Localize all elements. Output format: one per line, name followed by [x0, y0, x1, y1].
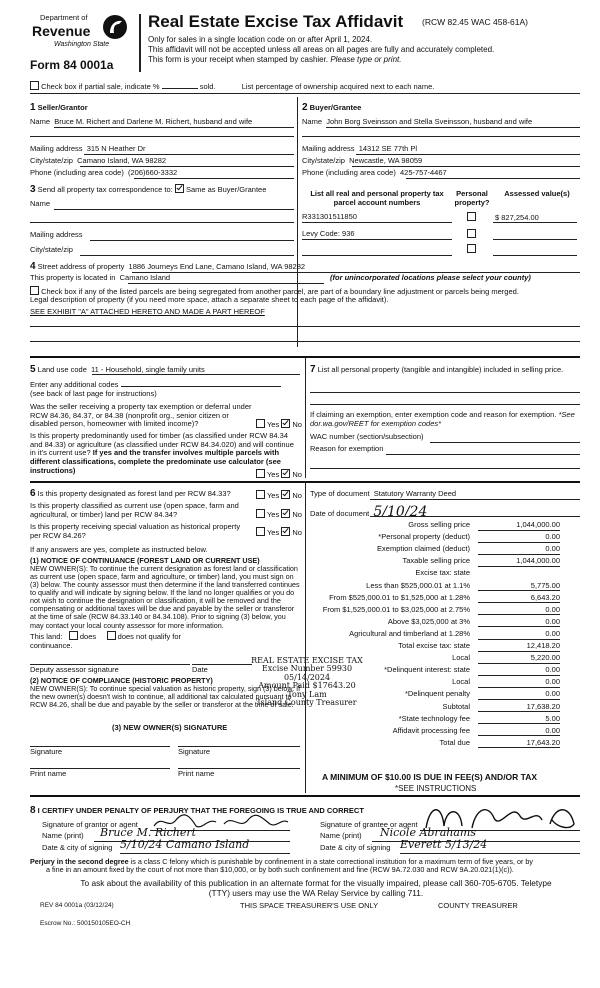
bla-row: Check box if any of the listed parcels are being segregated from another parcel, are part of a boundary line adjustment or parcels being merged.	[30, 286, 580, 297]
doc-date[interactable]: 5/10/24	[373, 504, 428, 520]
tax-row	[308, 582, 580, 594]
grantor-date-handwritten[interactable]: 5/10/24 Camano Island	[120, 838, 250, 851]
revenue-text: Revenue	[32, 23, 91, 39]
doc-type[interactable]: Statutory Warranty Deed	[373, 489, 457, 498]
owner-signature-label-2: Signature	[178, 747, 211, 756]
tax-row-label: Total due	[439, 737, 470, 747]
tax-row-value[interactable]: 0.00	[478, 606, 560, 616]
tax-row-value[interactable]: 0.00	[478, 678, 560, 688]
see-instructions: *SEE INSTRUCTIONS	[395, 784, 477, 793]
tax-row-label: From $1,525,000.01 to $3,025,000 at 2.75%	[322, 604, 470, 614]
sec7-label: 7 List all personal property (tangible and intangible) included in selling price.	[310, 364, 564, 375]
seller-city[interactable]: Camano Island, WA 98282	[77, 156, 167, 165]
tax-row	[308, 618, 580, 630]
sec6-answers-note: If any answers are yes, complete as instructed below.	[30, 545, 208, 554]
escrow-number: Escrow No.: 500150105EO-CH	[40, 920, 131, 927]
grantee-name-row: Name (print)	[320, 831, 362, 840]
certify-statement: 8 I CERTIFY UNDER PENALTY OF PERJURY THAT THE FOREGOING IS TRUE AND CORRECT	[30, 805, 364, 816]
tax-row	[308, 594, 580, 606]
bla-checkbox[interactable]	[30, 286, 39, 295]
seller-city-row: City/state/zip Camano Island, WA 98282	[30, 156, 167, 165]
tax-row-label: *State technology fee	[398, 713, 470, 723]
tax-row-label: Excise tax: state	[415, 568, 470, 578]
legal-desc-label: Legal description of property (if you need more space, attach a separate sheet to each page of the affidavit).	[30, 295, 389, 304]
seller-mail[interactable]: 315 N Heather Dr	[86, 144, 146, 153]
tax-row-label: *Delinquent interest: state	[384, 665, 470, 675]
subtitle-3: This form is your receipt when stamped by cashier. Please type or print.	[148, 55, 402, 64]
seller-phone-row: Phone (including area code) (206)660-3332	[30, 168, 178, 177]
form-number: Form 84 0001a	[30, 58, 114, 72]
tax-row-value[interactable]: 0.00	[478, 545, 560, 555]
does-not-qualify-checkbox[interactable]	[107, 631, 116, 640]
perjury-text: is a class C felony which is punishable by confinement in a state correctional institution for a maximum term of five years, or by	[130, 857, 533, 866]
land-use-code[interactable]: 11 - Household, single family units	[91, 365, 205, 374]
q2-yes-checkbox[interactable]	[256, 469, 265, 478]
alternate-format-notice: To ask about the availability of this publication in an alternate format for the visually impaired, please call 360-705-6705. Teletype (TTY) users may use the WA Relay Service by calling 711.	[80, 878, 552, 898]
sec6-q1-answer: Yes No	[256, 490, 302, 501]
tax-row-value[interactable]: 0.00	[478, 690, 560, 700]
tax-row-label: Local	[452, 677, 470, 687]
tax-row-label: Taxable selling price	[402, 556, 470, 566]
personal-checkbox-1[interactable]	[467, 212, 476, 221]
buyer-name[interactable]: John Borg Sveinsson and Stella Sveinsson, husband and wife	[326, 117, 533, 126]
new-owner-signature-title: (3) NEW OWNER(S) SIGNATURE	[112, 723, 228, 732]
historic-yes-checkbox[interactable]	[256, 527, 265, 536]
seller-mail-row: Mailing address 315 N Heather Dr	[30, 144, 146, 153]
sec5-q1: Was the seller receiving a property tax exemption or deferral under RCW 84.36, 84.37, or 84.38 (nonprofit org., senior citizen or disabled person, homeowner with limited income)?	[30, 402, 252, 429]
seller-name[interactable]: Bruce M. Richert and Darlene M. Richert, husband and wife	[54, 117, 253, 126]
subtitle-1: Only for sales in a single location code on or after April 1, 2024.	[148, 35, 373, 44]
deputy-signature-label: Deputy assessor signature	[30, 665, 119, 674]
partial-sale-checkbox[interactable]	[30, 81, 39, 90]
buyer-phone[interactable]: 425-757-4467	[399, 168, 447, 177]
sec4-located-row: This property is located in Camano Island (for unincorporated locations please select your county)	[30, 273, 531, 282]
parcel-col-header: List all real and personal property tax parcel account numbers	[310, 189, 444, 207]
sec3-label: 3 Send all property tax correspondence to: Same as Buyer/Grantee	[30, 184, 267, 195]
buyer-mail[interactable]: 14312 SE 77th Pl	[358, 144, 418, 153]
treasurer-stamp: REAL ESTATE EXCISE TAX Excise Number 59930 05/14/2024 Amount Paid $17643.20 Tony Lam Island County Treasurer	[251, 656, 363, 707]
sec3-city-row: City/state/zip	[30, 245, 73, 254]
tax-row	[308, 715, 580, 727]
reason-row: Reason for exemption	[310, 444, 384, 453]
tax-row-label: Gross selling price	[408, 520, 470, 529]
wa-logo-icon	[102, 14, 128, 40]
parcel-number[interactable]: R331301511850	[302, 212, 357, 221]
grantee-date-handwritten[interactable]: Everett 5/13/24	[400, 838, 488, 851]
tax-row-label: Subtotal	[442, 701, 470, 711]
historic-no-checkbox[interactable]	[281, 527, 290, 536]
buyer-city[interactable]: Newcastle, WA 98059	[349, 156, 423, 165]
tax-row-label: From $525,000.01 to $1,525,000 at 1.28%	[329, 592, 470, 602]
tax-row-label: Above $3,025,000 at 3%	[387, 616, 470, 626]
tax-row-value[interactable]: 5.00	[478, 715, 560, 725]
treasurer-use-label: THIS SPACE TREASURER'S USE ONLY	[240, 901, 379, 910]
tax-row-value[interactable]: 0.00	[478, 630, 560, 640]
tax-row	[308, 739, 580, 751]
sec6-q3-answer: Yes No	[256, 527, 302, 538]
owner-print-label-1: Print name	[30, 769, 67, 778]
seller-phone[interactable]: (206)660-3332	[127, 168, 178, 177]
tax-row-label: Affidavit processing fee	[392, 725, 470, 735]
dept-of-text: Department of	[40, 13, 88, 22]
tax-row-value[interactable]: 0.00	[478, 533, 560, 543]
tax-row-value[interactable]: 1,044,000.00	[478, 521, 560, 531]
owner-print-label-2: Print name	[178, 769, 215, 778]
owner-signature-label-1: Signature	[30, 747, 63, 756]
grantee-signature-label: Signature of grantee or agent	[320, 820, 418, 829]
wac-row: WAC number (section/subsection)	[310, 432, 424, 441]
doc-type-row: Type of document Statutory Warranty Deed	[310, 489, 457, 498]
tax-row-label: *Delinquent penalty	[404, 689, 470, 699]
same-as-buyer-checkbox[interactable]	[175, 184, 184, 193]
minimum-fee-note: A MINIMUM OF $10.00 IS DUE IN FEE(S) AND/OR TAX	[322, 772, 538, 782]
personal-checkbox-3[interactable]	[467, 244, 476, 253]
tax-row-value[interactable]: 0.00	[478, 666, 560, 676]
tax-row	[308, 606, 580, 618]
notice-continuance: (1) NOTICE OF CONTINUANCE (FOREST LAND OR CURRENT USE) NEW OWNER(S): To continue the current designation as forest land or classification as current use (open space, farm and agriculture, or timber) land, you must sign on (3) below. The county assessor must then determine if the land transferred continues to qualify and will indicate by signing below. If the land no longer qualifies or you do not wish to continue the designation or classification, it will be removed and the compensating or additional taxes will be due and payable by the seller or transferor at the time of sale (RCW 84.33.140 or 84.34.108). Prior to signing (3) below, you may contact your local county assessor for more information.	[30, 556, 300, 630]
subtitle-2: This affidavit will not be accepted unless all areas on all pages are fully and accurately completed.	[148, 45, 495, 54]
forest-no-checkbox[interactable]	[281, 490, 290, 499]
buyer-name-row: Name John Borg Sveinsson and Stella Sveinsson, husband and wife	[302, 117, 533, 126]
exemption-label: If claiming an exemption, enter exemption code and reason for exemption. *See dor.wa.gov/REET for exemption codes*	[310, 410, 575, 428]
located-in[interactable]: Camano Island	[119, 273, 171, 282]
buyer-mail-row: Mailing address 14312 SE 77th Pl	[302, 144, 418, 153]
q2-no-checkbox[interactable]	[281, 469, 290, 478]
tax-row-value[interactable]: 5,220.00	[478, 654, 560, 664]
buyer-phone-row: Phone (including area code) 425-757-4467	[302, 168, 447, 177]
additional-codes: Enter any additional codes (see back of last page for instructions)	[30, 381, 281, 398]
grantor-signature-label: Signature of grantor or agent	[42, 820, 138, 829]
personal-checkbox-2[interactable]	[467, 229, 476, 238]
levy-code[interactable]: Levy Code: 936	[302, 229, 355, 238]
sec6-q1: 6 Is this property designated as forest land per RCW 84.33?	[30, 488, 231, 499]
tax-row-label: Local	[452, 653, 470, 663]
tax-row	[308, 569, 580, 581]
seller-name-row: Name Bruce M. Richert and Darlene M. Richert, husband and wife	[30, 117, 253, 126]
tax-row-value[interactable]: 12,418.20	[478, 642, 560, 652]
grantor-name-handwritten[interactable]: Bruce M. Richert	[100, 826, 197, 839]
washington-state-text: Washington State	[54, 41, 110, 48]
partial-sale-row: Check box if partial sale, indicate % sold. List percentage of ownership acquired next to each name.	[30, 81, 434, 92]
tax-row-value[interactable]: 1,044,000.00	[478, 557, 560, 567]
tax-row-label: Exemption claimed (deduct)	[377, 544, 470, 554]
current-use-yes-checkbox[interactable]	[256, 509, 265, 518]
sec4-street-row: 4 Street address of property 1886 Journeys End Lane, Camano Island, WA 98282	[30, 261, 306, 272]
tax-row-value[interactable]: 17,638.20	[478, 703, 560, 713]
sec3-name-row: Name	[30, 199, 51, 208]
tax-row-value[interactable]: 0.00	[478, 618, 560, 628]
perjury-notice: Perjury in the second degree is a class C felony which is punishable by confinement in a state correctional institution for a maximum term of five years, or by a fine in an amount fixed by the court of not more than $10,000, or by both such confinement and fine (RCW 9A.72.030 and RCW 9A.20.021(1)(c)).	[30, 857, 533, 875]
dor-logo	[30, 14, 134, 58]
sec6-q3: Is this property receiving special valuation as historical property per RCW 84.26?	[30, 522, 241, 540]
grantee-date-row: Date & city of signing	[320, 843, 391, 852]
county-treasurer-label: COUNTY TREASURER	[438, 901, 518, 910]
tax-row-label: Total excise tax: state	[398, 641, 470, 650]
q1-yes-checkbox[interactable]	[256, 419, 265, 428]
does-qualify-checkbox[interactable]	[69, 631, 78, 640]
sec3-mail-row: Mailing address	[30, 230, 83, 239]
form-title: Real Estate Excise Tax Affidavit	[148, 12, 404, 31]
tax-row-label: *Personal property (deduct)	[378, 532, 470, 542]
buyer-heading: 2 Buyer/Grantee	[302, 102, 362, 113]
assessed-col-header: Assessed value(s)	[504, 189, 570, 198]
tax-row-label: Agricultural and timberland at 1.28%	[349, 628, 470, 638]
q1-no-checkbox[interactable]	[281, 419, 290, 428]
land-use-row: 5 Land use code 11 - Household, single family units	[30, 364, 205, 375]
seller-heading: 1 Seller/Grantor	[30, 102, 88, 113]
legal-desc-value[interactable]: SEE EXHIBIT "A" ATTACHED HERETO AND MADE A PART HEREOF	[30, 307, 265, 316]
sec5-q1-answer: Yes No	[256, 419, 302, 430]
sec6-q2-answer: Yes No	[256, 509, 302, 520]
street-address[interactable]: 1886 Journeys End Lane, Camano Island, WA 98282	[128, 262, 306, 271]
grantee-name-handwritten[interactable]: Nicole Abrahams	[380, 826, 476, 839]
grantor-date-row: Date & city of signing	[42, 843, 113, 852]
this-land-row: This land: does does not qualify for continuance.	[30, 632, 182, 650]
sec5-q2-answer: Yes No	[256, 469, 302, 480]
sec5-q2: Is this property predominantly used for timber (as classified under RCW 84.34 and 84.33) or agriculture (as classified under RCW 84.34.020) and will continue in it's current use? If yes and the transfer involves multiple parcels with different classifications, complete the predominate use calculator (see instructions)	[30, 431, 294, 475]
personal-col-header: Personal property?	[454, 189, 490, 207]
notice-compliance: (2) NOTICE OF COMPLIANCE (HISTORIC PROPERTY) NEW OWNER(S): To continue special valuation as historic property, sign (3) below. If the new owner(s) doesn't wish to continue, all additional tax calculated pursuant to RCW 84.26, shall be due and payable by the seller or transferor at the time of sale.	[30, 676, 301, 710]
revision-code: REV 84 0001a (03/12/24)	[40, 902, 114, 909]
tax-row	[308, 727, 580, 739]
tax-row-value[interactable]: 0.00	[478, 727, 560, 737]
form-citation: (RCW 82.45 WAC 458-61A)	[422, 17, 528, 27]
tax-row-value[interactable]: 6,643.20	[478, 594, 560, 604]
sec6-q2: Is this property classified as current use (open space, farm and agricultural, or timber) land per RCW 84.34?	[30, 501, 239, 519]
current-use-no-checkbox[interactable]	[281, 509, 290, 518]
tax-row-value[interactable]: 17,643.20	[478, 739, 560, 749]
deputy-date-label: Date	[192, 665, 208, 674]
tax-row-value[interactable]: 5,775.00	[478, 582, 560, 592]
forest-yes-checkbox[interactable]	[256, 490, 265, 499]
tax-row-label: Less than $525,000.01 at 1.1%	[366, 580, 470, 590]
buyer-city-row: City/state/zip Newcastle, WA 98059	[302, 156, 423, 165]
assessed-value[interactable]: $ 827,254.00	[495, 213, 539, 222]
doc-date-row: Date of document 5/10/24	[310, 504, 428, 520]
grantor-name-row: Name (print)	[42, 831, 84, 840]
